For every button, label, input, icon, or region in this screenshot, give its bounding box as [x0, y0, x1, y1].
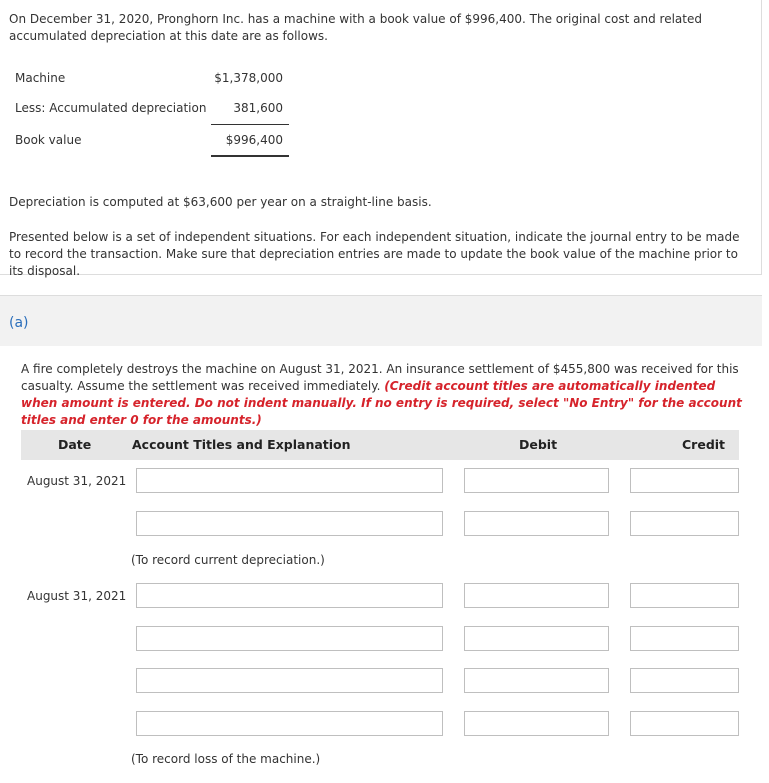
- credit-amount-input[interactable]: [630, 583, 739, 608]
- credit-amount-input[interactable]: [630, 711, 739, 736]
- account-title-input[interactable]: [136, 583, 443, 608]
- accumulated-depreciation-label: Less: Accumulated depreciation: [15, 101, 207, 115]
- question-text: A fire completely destroys the machine on August 31, 2021. An insurance settlement of $455,800 was received for this casualty. Assume the settlement was received immediately.: [21, 362, 739, 393]
- account-title-input[interactable]: [136, 711, 443, 736]
- entry-date: August 31, 2021: [27, 589, 127, 603]
- credit-amount-input[interactable]: [630, 626, 739, 651]
- account-title-input[interactable]: [136, 468, 443, 493]
- total-rule: [211, 155, 289, 157]
- subtotal-rule: [211, 124, 289, 125]
- debit-amount-input[interactable]: [464, 626, 609, 651]
- account-title-input[interactable]: [136, 626, 443, 651]
- debit-amount-input[interactable]: [464, 468, 609, 493]
- intro-paragraph: On December 31, 2020, Pronghorn Inc. has a machine with a book value of $996,400. The original cost and related accumulated depreciation at this date are as follows.: [9, 12, 702, 43]
- credit-amount-input[interactable]: [630, 468, 739, 493]
- account-title-input[interactable]: [136, 668, 443, 693]
- book-value-label: Book value: [15, 133, 82, 147]
- book-value-value: $996,400: [225, 133, 283, 147]
- depreciation-paragraph: Depreciation is computed at $63,600 per year on a straight-line basis.: [9, 195, 432, 209]
- entry-explanation: (To record current depreciation.): [131, 553, 325, 567]
- part-question: [21, 361, 746, 429]
- instructions-paragraph: Presented below is a set of independent situations. For each independent situation, indicate the journal entry to be made to record the transaction. Make sure that depreciation entries are made to update the book value of the machine prior to its disposal.: [9, 230, 740, 278]
- journal-table-header: [21, 430, 739, 460]
- account-header: Account Titles and Explanation: [132, 437, 351, 452]
- debit-amount-input[interactable]: [464, 511, 609, 536]
- credit-amount-input[interactable]: [630, 668, 739, 693]
- credit-header: Credit: [682, 437, 726, 452]
- entry-date: August 31, 2021: [27, 474, 127, 488]
- debit-header: Debit: [519, 437, 558, 452]
- credit-amount-input[interactable]: [630, 511, 739, 536]
- accumulated-depreciation-value: 381,600: [233, 101, 283, 115]
- account-title-input[interactable]: [136, 511, 443, 536]
- debit-amount-input[interactable]: [464, 668, 609, 693]
- machine-value: $1,378,000: [214, 71, 283, 85]
- part-label: (a): [9, 315, 29, 331]
- entry-instruction: (Credit account titles are automatically indented when amount is entered. Do not indent manually. If no entry is required, select "No Entry" for the account titles and enter 0 for the amounts.): [21, 379, 742, 427]
- part-header: [0, 295, 762, 346]
- date-header: Date: [58, 437, 92, 452]
- machine-label: Machine: [15, 71, 66, 85]
- debit-amount-input[interactable]: [464, 583, 609, 608]
- entry-explanation: (To record loss of the machine.): [131, 752, 321, 766]
- debit-amount-input[interactable]: [464, 711, 609, 736]
